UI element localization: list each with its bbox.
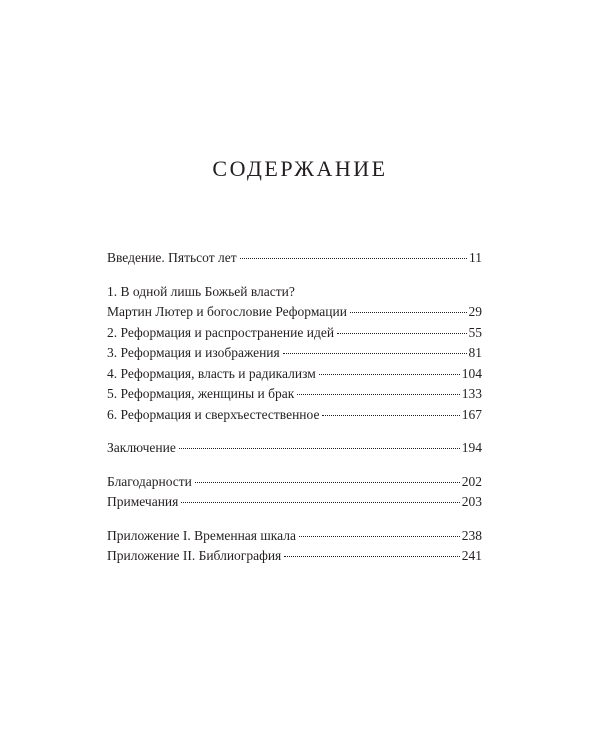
toc-entry-conclusion	[107, 438, 482, 459]
dot-leader	[299, 536, 460, 537]
toc-entry-intro	[107, 248, 482, 269]
toc-entry-text: Благодарности	[107, 473, 192, 489]
toc-entry-text: Мартин Лютер и богословие Реформации	[107, 304, 347, 319]
toc-entry-text: 3. Реформация и изображения	[107, 345, 280, 360]
toc-entry-text: 2. Реформация и распространение идей	[107, 324, 335, 340]
dot-leader	[179, 448, 460, 449]
toc-page-number: 202	[461, 473, 482, 489]
toc-page-number: 238	[461, 527, 482, 543]
toc-entry-text: 6. Реформация и сверхъестественное	[107, 406, 320, 422]
toc-page-number: 55	[468, 324, 482, 340]
toc-entry-text: 4. Реформация, власть и радикализм	[107, 365, 316, 381]
toc-entry-ch5	[107, 384, 482, 405]
toc-entry-ch4	[107, 364, 482, 385]
dot-leader	[350, 312, 467, 313]
toc-entry-appendix-1	[107, 526, 482, 547]
toc-page-number: 241	[461, 548, 482, 563]
toc-entry-appendix-2	[107, 546, 482, 567]
toc-entry-ch1-line1: 1. В одной лишь Божьей власти?	[107, 283, 295, 299]
toc-page-number: 133	[461, 386, 482, 401]
toc-entry-ch3	[107, 343, 482, 364]
toc-entry-text: Приложение I. Временная шкала	[107, 527, 296, 543]
toc-page-number: 167	[461, 406, 482, 422]
dot-leader	[322, 415, 459, 416]
dot-leader	[319, 374, 460, 375]
table-of-contents	[107, 248, 482, 567]
toc-entry-text: 5. Реформация, женщины и брак	[107, 386, 295, 401]
dot-leader	[195, 482, 460, 483]
toc-page-number: 29	[468, 304, 482, 319]
toc-entry-ch2	[107, 323, 482, 344]
page-title: СОДЕРЖАНИЕ	[212, 156, 388, 181]
dot-leader	[240, 258, 467, 259]
dot-leader	[284, 556, 459, 557]
dot-leader	[337, 333, 466, 334]
toc-entry-notes	[107, 492, 482, 513]
dot-leader	[181, 502, 459, 503]
dot-leader	[283, 353, 467, 354]
toc-page-number: 11	[469, 250, 482, 265]
toc-page-number: 203	[461, 494, 482, 509]
toc-entry-text: Введение. Пятьсот лет	[107, 250, 237, 265]
toc-entry-acknowledgements	[107, 472, 482, 493]
toc-page-number: 194	[461, 440, 482, 455]
toc-entry-text: Приложение II. Библиография	[107, 548, 282, 563]
toc-entry-ch6	[107, 405, 482, 426]
toc-entry-text: Заключение	[107, 440, 176, 455]
toc-page-number: 81	[468, 345, 482, 360]
toc-page-number: 104	[461, 365, 482, 381]
toc-entry-ch1	[107, 302, 482, 323]
toc-entry-text: Примечания	[107, 494, 179, 509]
dot-leader	[297, 394, 459, 395]
